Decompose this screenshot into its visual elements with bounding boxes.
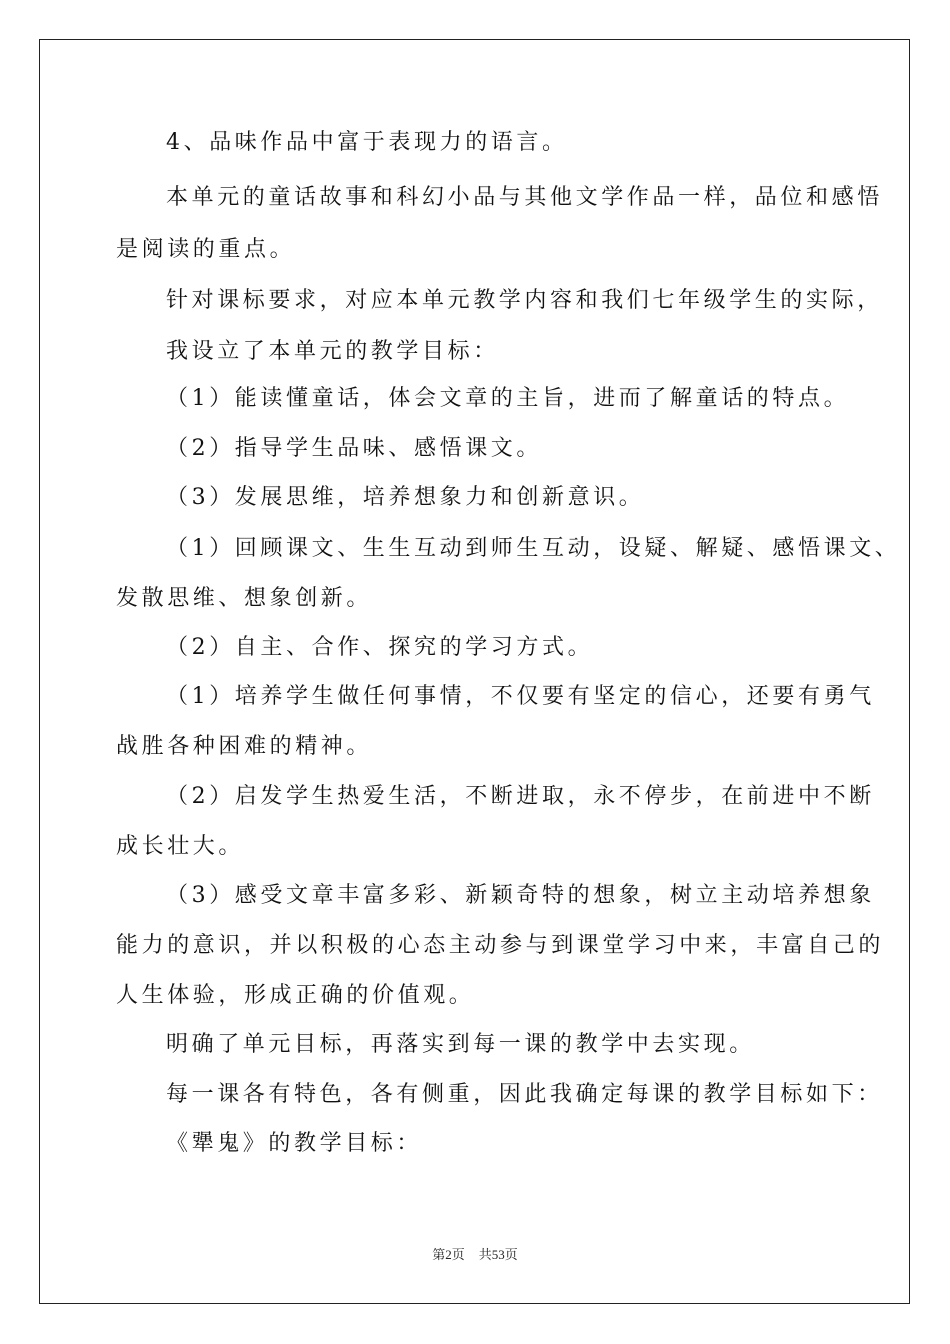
text-line: （3）发展思维，培养想象力和创新意识。 xyxy=(166,485,645,510)
text-line: （1）培养学生做任何事情，不仅要有坚定的信心，还要有勇气 xyxy=(166,684,875,709)
text-line: 能力的意识，并以积极的心态主动参与到课堂学习中来，丰富自己的 xyxy=(116,933,885,958)
text-line: 本单元的童话故事和科幻小品与其他文学作品一样，品位和感悟 xyxy=(166,185,883,210)
page-number: 第2页 xyxy=(432,1247,465,1262)
text-line: 人生体验，形成正确的价值观。 xyxy=(116,983,475,1008)
page-total: 共53页 xyxy=(478,1247,518,1262)
text-line: （2）自主、合作、探究的学习方式。 xyxy=(166,635,594,660)
text-line: （1）回顾课文、生生互动到师生互动，设疑、解疑、感悟课文、 xyxy=(166,536,901,561)
text-line: 针对课标要求，对应本单元教学内容和我们七年级学生的实际， xyxy=(166,288,883,313)
text-line: 每一课各有特色，各有侧重，因此我确定每课的教学目标如下： xyxy=(166,1082,883,1107)
text-line: （1）能读懂童话，体会文章的主旨，进而了解童话的特点。 xyxy=(166,386,850,411)
text-line: 《犟鬼》的教学目标： xyxy=(166,1131,423,1156)
text-line: （2）启发学生热爱生活，不断进取，永不停步，在前进中不断 xyxy=(166,784,875,809)
page-border xyxy=(39,39,910,1304)
text-line: （3）感受文章丰富多彩、新颖奇特的想象，树立主动培养想象 xyxy=(166,883,875,908)
text-line: 成长壮大。 xyxy=(116,834,245,859)
page-footer xyxy=(0,1244,950,1263)
text-line: 4、品味作品中富于表现力的语言。 xyxy=(166,130,568,155)
text-line: 战胜各种困难的精神。 xyxy=(116,734,373,759)
text-line: 明确了单元目标，再落实到每一课的教学中去实现。 xyxy=(166,1032,755,1057)
text-line: 是阅读的重点。 xyxy=(116,237,296,262)
text-line: 发散思维、想象创新。 xyxy=(116,586,373,611)
text-line: （2）指导学生品味、感悟课文。 xyxy=(166,436,542,461)
text-line: 我设立了本单元的教学目标： xyxy=(166,339,499,364)
